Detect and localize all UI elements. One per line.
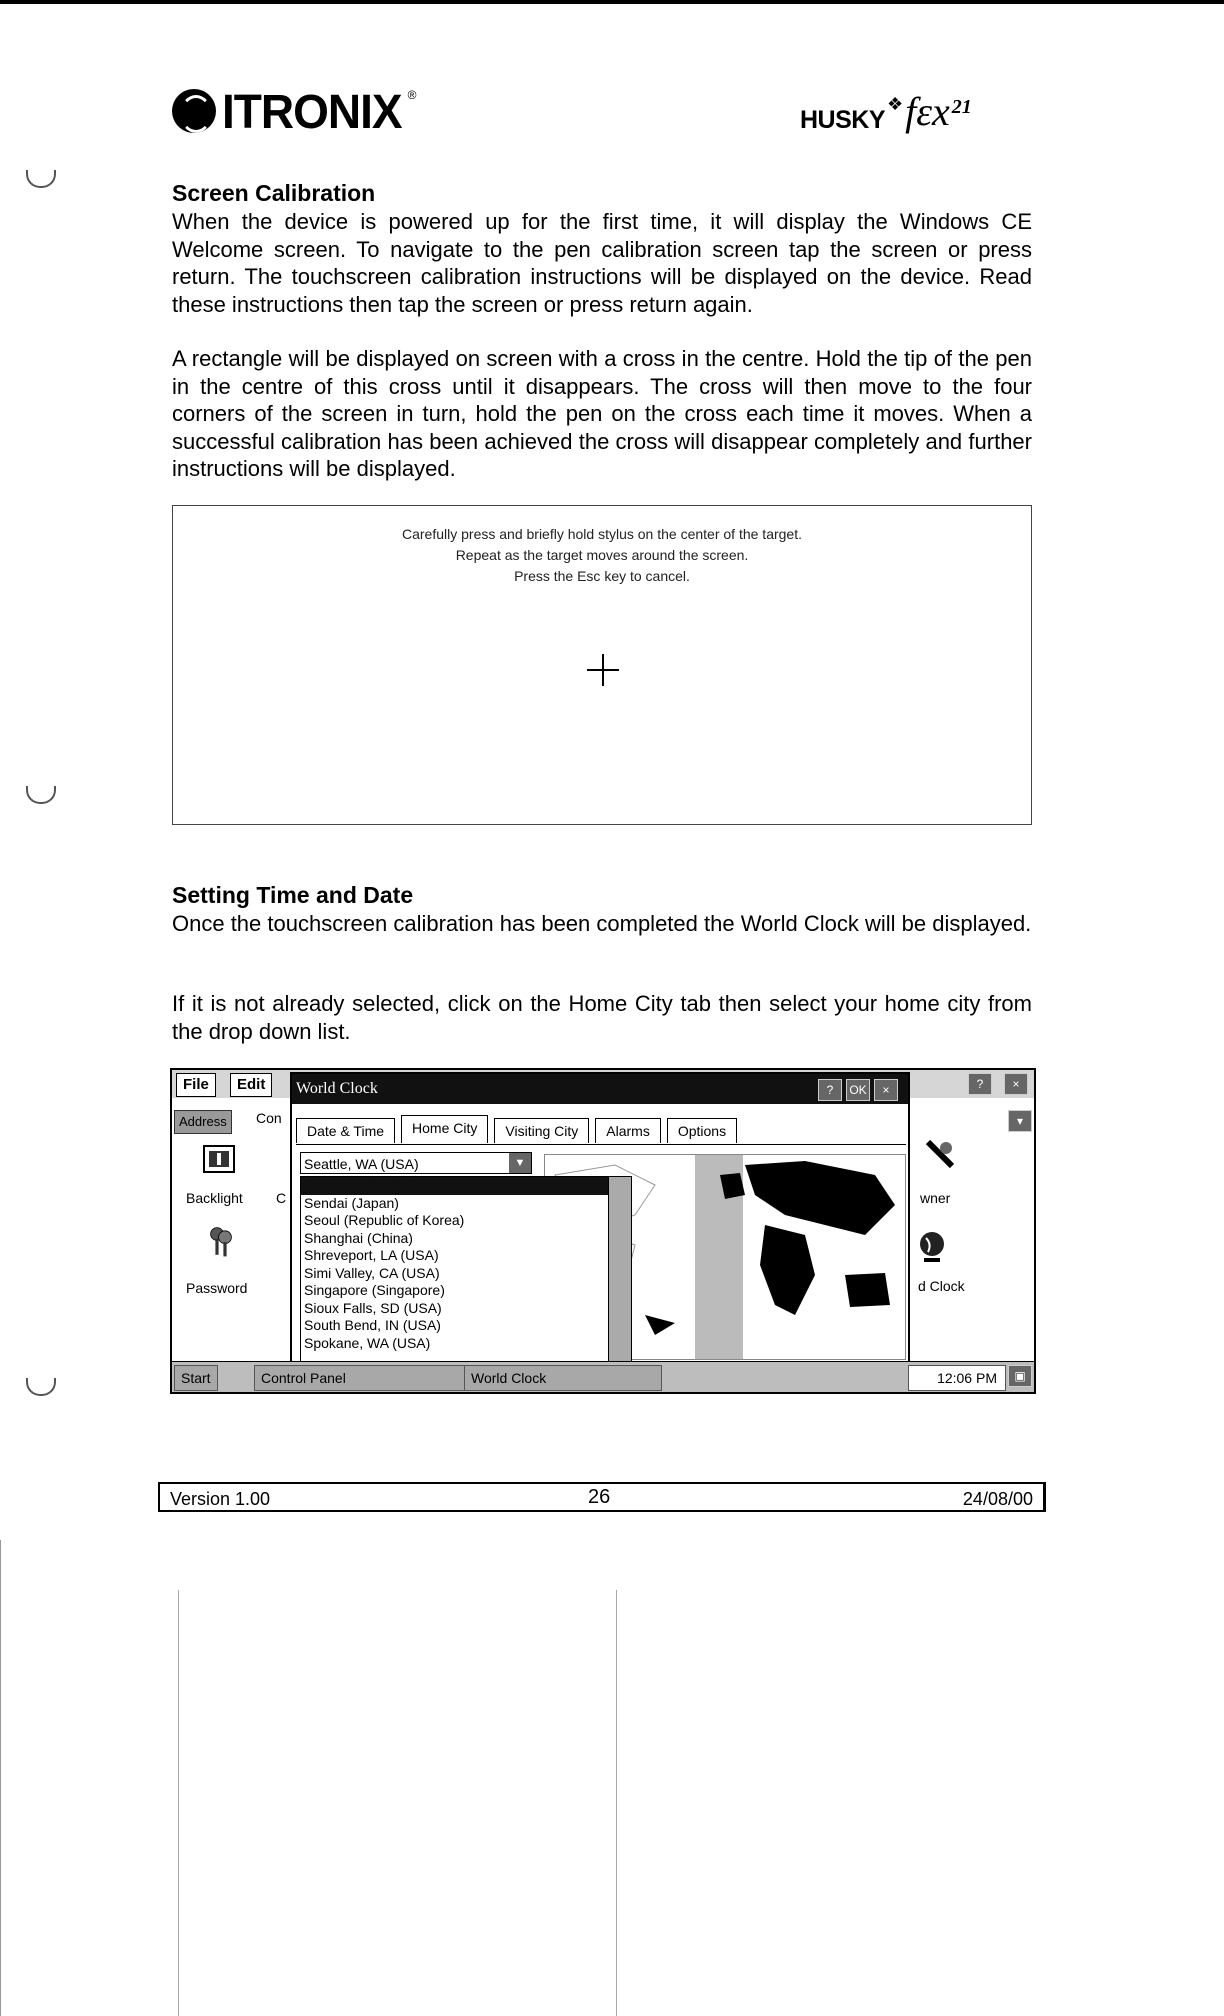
calibration-screenshot — [172, 505, 1032, 825]
tab-home-city[interactable]: Home City — [401, 1115, 488, 1143]
paragraph: When the device is powered up for the first time, it will display the Windows CE Welcome screen. To navigate to the pen calibration screen tap the screen or press return. The touchscreen calibration instructions will be displayed on the device. Read these instructions then tap the screen or press return again. — [172, 209, 1032, 317]
list-scrollbar[interactable] — [608, 1177, 631, 1365]
list-item-selected[interactable]: Seattle, WA (USA) — [301, 1177, 631, 1195]
itronix-logo — [172, 84, 416, 138]
itronix-wordmark: ITRONIX — [222, 83, 402, 139]
backlight-label[interactable]: Backlight — [186, 1190, 243, 1206]
password-keys-icon[interactable] — [202, 1226, 240, 1258]
home-city-value: Seattle, WA (USA) — [304, 1156, 419, 1172]
instruction-line: Repeat as the target moves around the screen. — [455, 547, 749, 563]
list-item[interactable]: Sioux Falls, SD (USA) — [304, 1299, 442, 1316]
dropdown-arrow-icon[interactable]: ▾ — [1008, 1110, 1032, 1132]
list-item[interactable]: South Bend, IN (USA) — [304, 1317, 441, 1333]
start-button[interactable]: Start — [174, 1365, 218, 1391]
desktop-icon[interactable]: ▣ — [1008, 1365, 1032, 1387]
husky-logo — [800, 88, 972, 135]
binder-hole-mark — [26, 786, 56, 804]
instruction-line: Carefully press and briefly hold stylus on the center of the target. — [402, 526, 802, 542]
page-footer — [158, 1482, 1046, 1512]
globe-icon — [172, 89, 216, 133]
close-icon[interactable]: × — [1004, 1073, 1028, 1095]
owner-partial-label[interactable]: wner — [920, 1190, 951, 1206]
dialog-title: World Clock — [292, 1074, 908, 1104]
list-item[interactable]: Shanghai (China) — [304, 1229, 413, 1246]
menu-edit[interactable]: Edit — [230, 1073, 272, 1097]
binder-hole-mark — [26, 1378, 56, 1396]
taskbar-world-clock[interactable]: World Clock — [464, 1365, 662, 1391]
calibration-instructions — [173, 524, 1031, 587]
column-guide-line — [616, 1590, 617, 2016]
husky-wordmark: HUSKY — [800, 106, 886, 134]
target-cross-icon[interactable] — [602, 654, 604, 686]
binder-hole-mark — [26, 170, 56, 188]
help-icon[interactable]: ? — [818, 1079, 842, 1101]
tab-date-time[interactable]: Date & Time — [296, 1118, 395, 1143]
tab-divider — [296, 1144, 906, 1145]
tab-options[interactable]: Options — [667, 1118, 737, 1143]
tab-visiting-city[interactable]: Visiting City — [494, 1118, 589, 1143]
ok-button[interactable]: OK — [846, 1079, 870, 1101]
list-item[interactable]: Simi Valley, CA (USA) — [304, 1264, 440, 1281]
globe-icon[interactable] — [916, 1228, 948, 1268]
date-text: 24/08/00 — [962, 1489, 1033, 1509]
taskbar-control-panel[interactable]: Control Panel — [254, 1365, 468, 1391]
chevron-down-icon[interactable]: ▼ — [509, 1153, 531, 1173]
home-city-select[interactable] — [300, 1152, 532, 1174]
help-icon[interactable]: ? — [968, 1073, 992, 1095]
list-item[interactable]: Sendai (Japan) — [304, 1194, 399, 1211]
paragraph: Once the touchscreen calibration has been completed the World Clock will be displayed. — [172, 911, 1032, 936]
close-button[interactable]: × — [874, 1079, 898, 1101]
paragraph: If it is not already selected, click on the Home City tab then select your home city from the drop down list. — [172, 991, 1032, 1044]
world-clock-partial-label[interactable]: d Clock — [918, 1278, 965, 1294]
registered-mark: ® — [407, 88, 417, 102]
instruction-line: Press the Esc key to cancel. — [514, 568, 690, 584]
partial-label: C — [276, 1190, 287, 1206]
list-item[interactable]: Singapore (Singapore) — [304, 1282, 445, 1298]
column-guide-line — [178, 1590, 179, 2016]
password-label[interactable]: Password — [186, 1280, 248, 1296]
paragraph: A rectangle will be displayed on screen with a cross in the centre. Hold the tip of the pen in the centre of this cross until it disappears. The cross will then move to the four corners of the screen in turn, hold the pen on the cross each time it moves. When a successful calibration has been achieved the cross will disappear completely and further instructions will be displayed. — [172, 346, 1032, 481]
owner-icon[interactable] — [924, 1136, 958, 1176]
menu-file[interactable]: File — [176, 1073, 216, 1097]
model-number: 21 — [951, 96, 972, 118]
model-script: fεx — [905, 89, 950, 134]
section-heading-time-date: Setting Time and Date — [172, 882, 414, 908]
list-item[interactable]: Seoul (Republic of Korea) — [304, 1212, 465, 1228]
backlight-icon[interactable] — [200, 1144, 238, 1176]
tab-alarms[interactable]: Alarms — [595, 1118, 661, 1143]
list-item[interactable]: Spokane, WA (USA) — [304, 1334, 431, 1351]
address-bar-label[interactable]: Address — [174, 1110, 232, 1134]
world-clock-screenshot — [170, 1068, 1036, 1394]
version-text: Version 1.00 — [170, 1489, 271, 1509]
page-number: 26 — [588, 1486, 611, 1508]
tab-bar — [296, 1118, 743, 1144]
city-dropdown-list[interactable] — [300, 1176, 632, 1366]
top-rule — [0, 0, 1224, 4]
taskbar-clock[interactable]: 12:06 PM — [908, 1365, 1006, 1391]
world-clock-dialog — [290, 1072, 910, 1366]
section-heading-calibration: Screen Calibration — [172, 180, 376, 206]
control-panel-partial-text: Con — [256, 1110, 282, 1126]
list-item[interactable]: Shreveport, LA (USA) — [304, 1247, 439, 1263]
page-edge-line — [0, 1540, 1, 2016]
paw-icon: ❖ — [887, 94, 904, 114]
taskbar — [172, 1361, 1034, 1392]
